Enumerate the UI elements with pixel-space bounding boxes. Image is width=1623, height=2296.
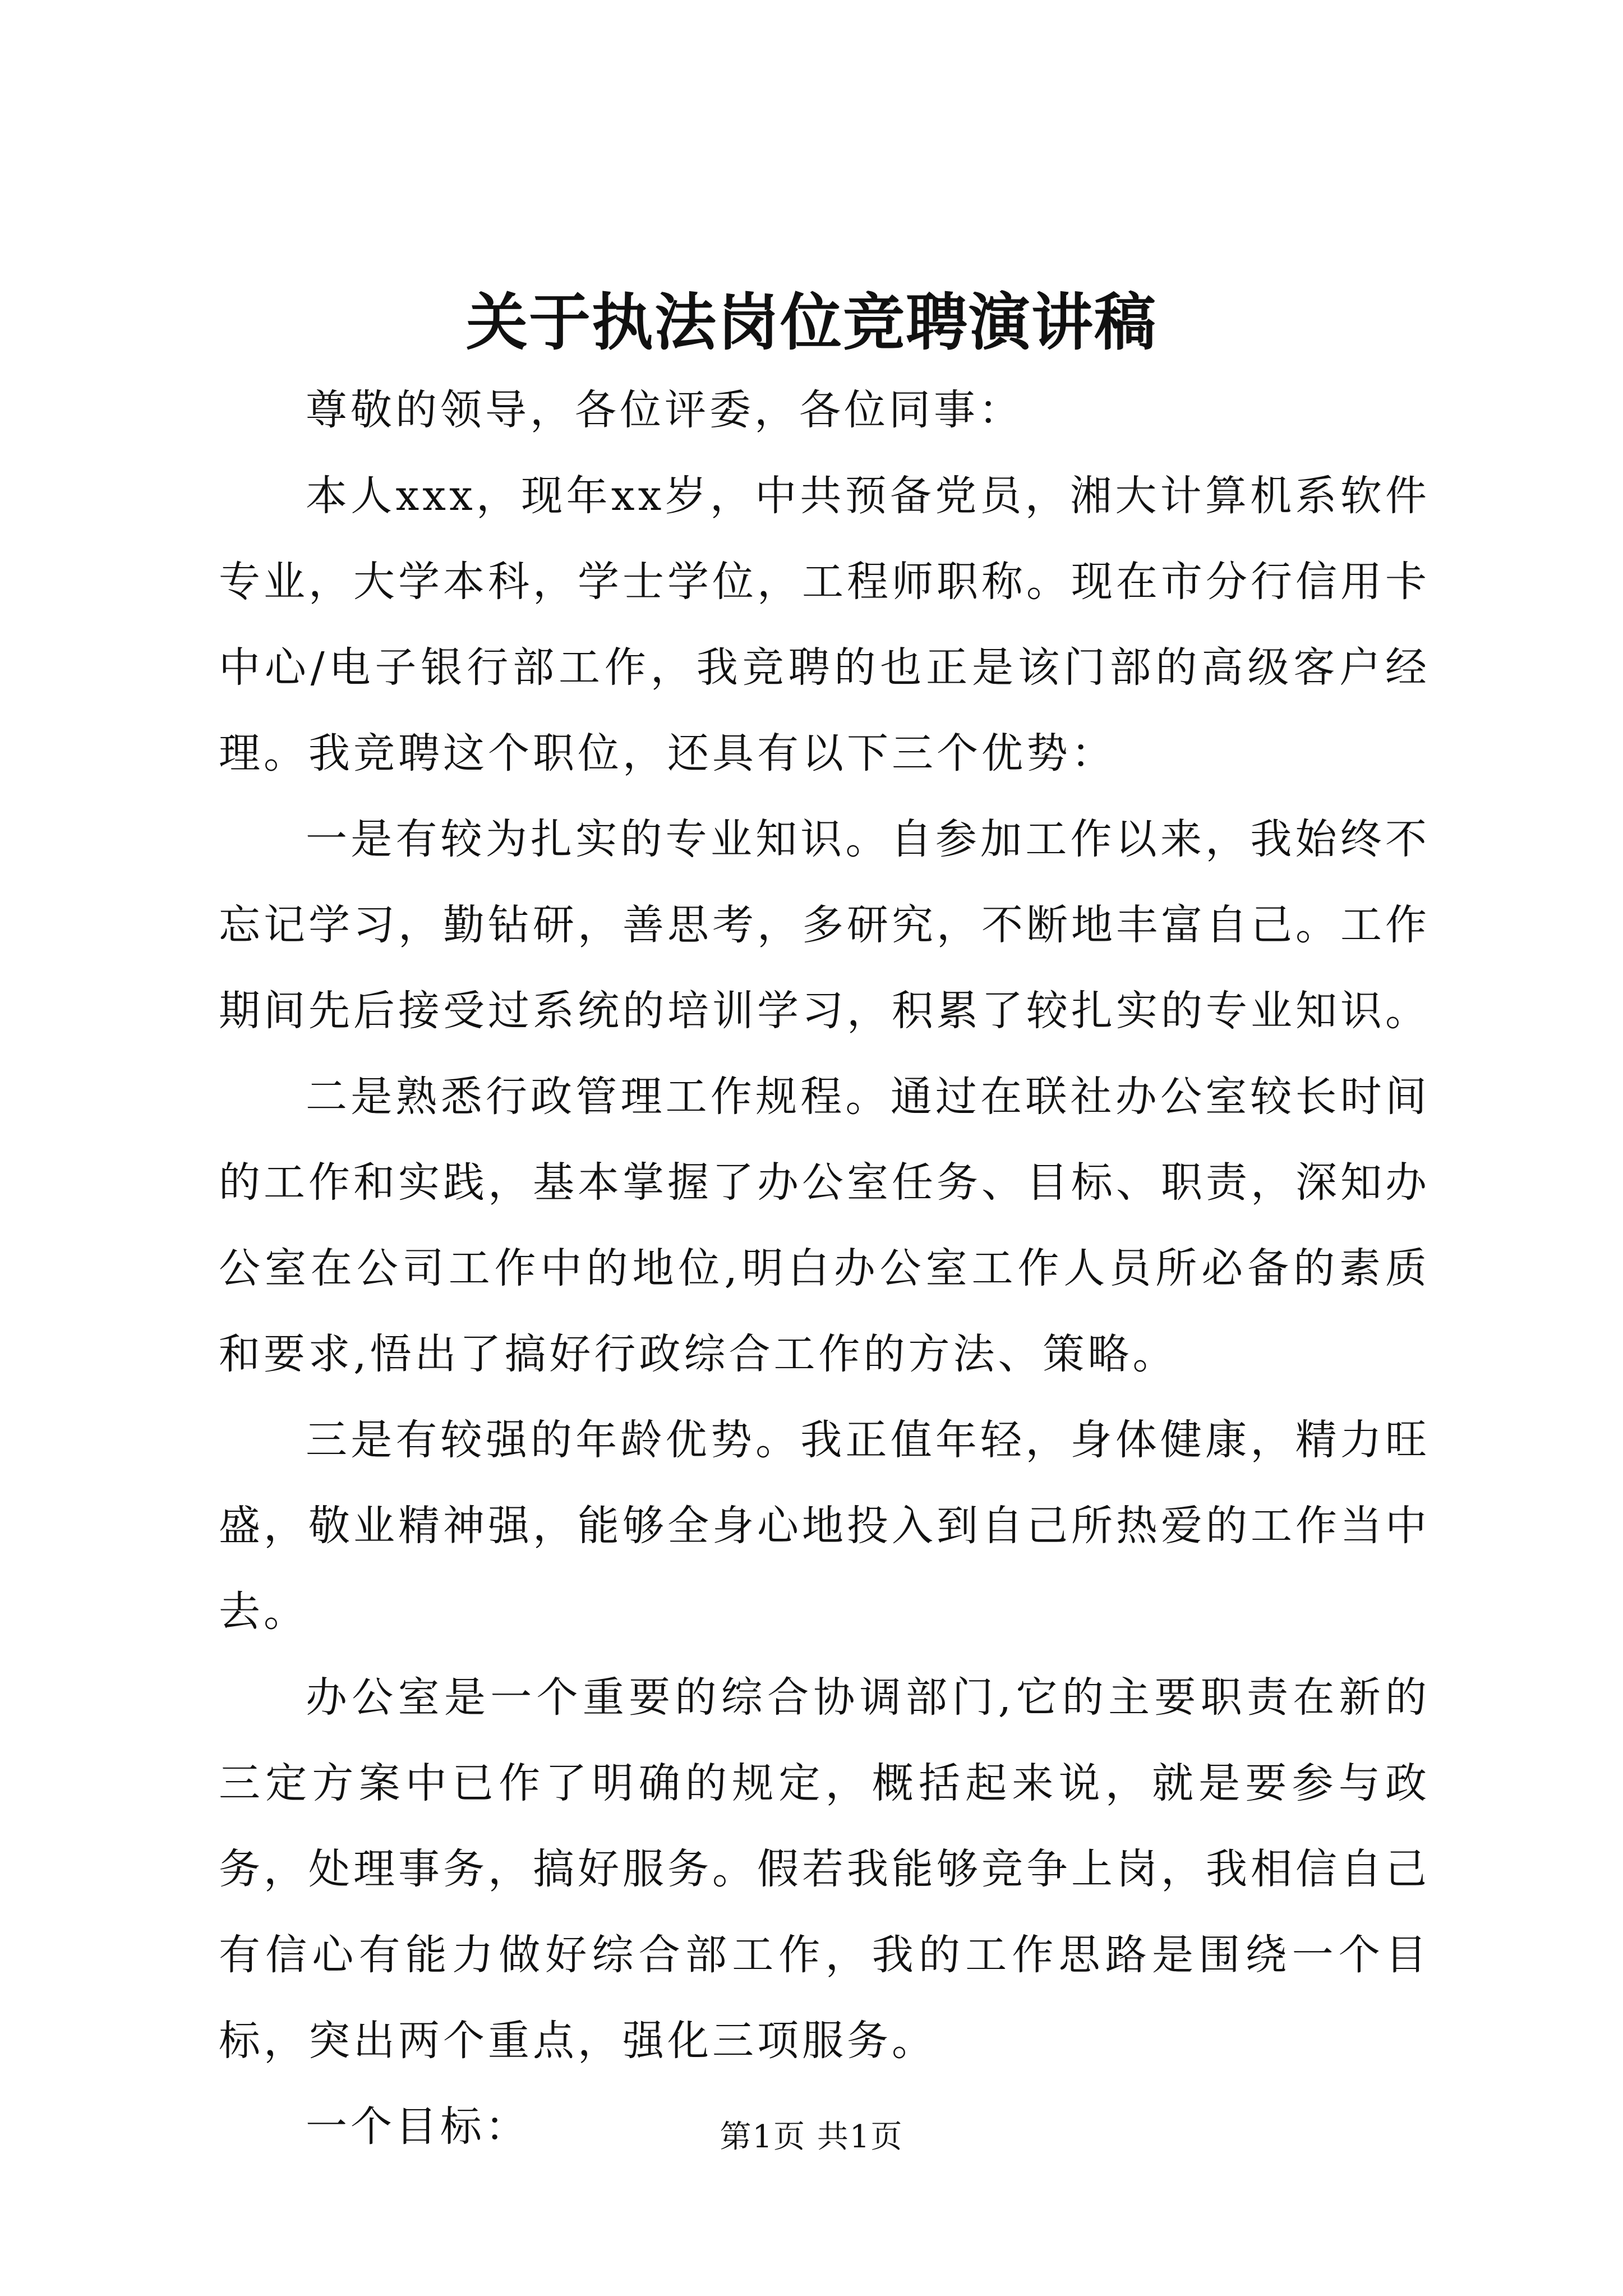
document-title: 关于执法岗位竞聘演讲稿	[466, 286, 1157, 358]
paragraph-advantage-one: 一是有较为扎实的专业知识。自参加工作以来，我始终不忘记学习，勤钻研，善思考，多研究，不断地丰富自己。工作期间先后接受过系统的培训学习，积累了较扎实的专业知识。	[219, 815, 1430, 1035]
paragraph-advantage-two: 二是熟悉行政管理工作规程。通过在联社办公室较长时间的工作和实践，基本掌握了办公室任务、目标、职责，深知办公室在公司工作中的地位,明白办公室工作人员所必备的素质和要求,悟出了搞好行政综合工作的方法、策略。	[219, 1073, 1430, 1378]
document-body	[219, 367, 1430, 2170]
paragraph-introduction: 本人xxx，现年xx岁，中共预备党员，湘大计算机系软件专业，大学本科，学士学位，工程师职称。现在市分行信用卡中心/电子银行部工作，我竞聘的也正是该门部的高级客户经理。我竞聘这个职位，还具有以下三个优势：	[219, 472, 1430, 777]
paragraph-advantage-three: 三是有较强的年龄优势。我正值年轻，身体健康，精力旺盛，敬业精神强，能够全身心地投入到自己所热爱的工作当中去。	[219, 1416, 1430, 1636]
page-number-footer: 第1页 共1页	[720, 2119, 903, 2155]
paragraph-salutation: 尊敬的领导，各位评委，各位同事：	[306, 386, 1023, 434]
paragraph-office-role: 办公室是一个重要的综合协调部门,它的主要职责在新的三定方案中已作了明确的规定，概括起来说，就是要参与政务，处理事务，搞好服务。假若我能够竞争上岗，我相信自己有信心有能力做好综合部工作，我的工作思路是围绕一个目标，突出两个重点，强化三项服务。	[219, 1673, 1430, 2065]
paragraph-one-goal: 一个目标：	[306, 2102, 530, 2151]
